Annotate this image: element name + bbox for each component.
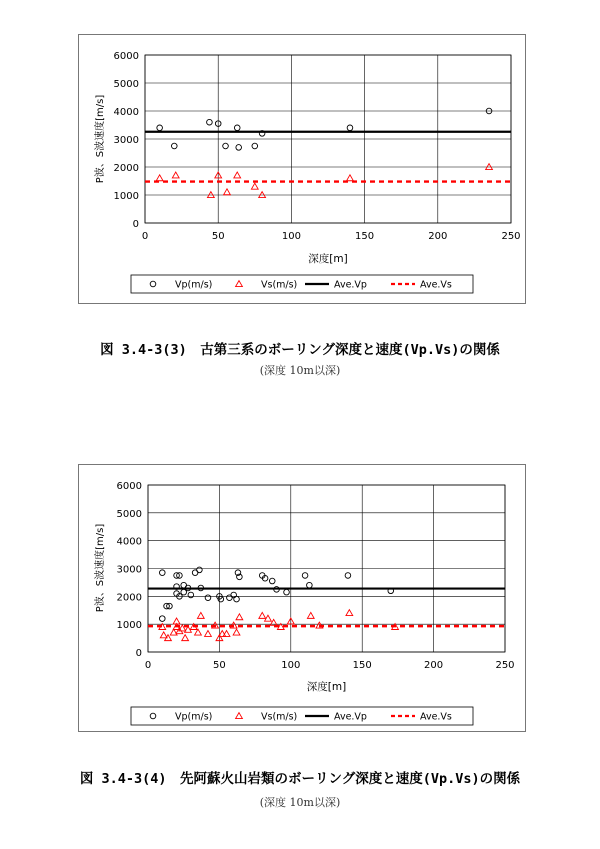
vp-point: [234, 596, 240, 602]
vs-point: [197, 612, 204, 618]
x-tick-label: 100: [281, 660, 301, 671]
y-tick-label: 0: [132, 219, 139, 230]
legend-label: Ave.Vp: [334, 711, 367, 723]
vs-point: [233, 629, 240, 635]
vp-point: [284, 589, 290, 595]
vs-point: [182, 635, 189, 641]
x-axis-label: 深度[m]: [308, 253, 348, 265]
legend-label: Vp(m/s): [175, 279, 213, 291]
vp-point: [157, 125, 163, 131]
figure-caption-1: 図 3.4-3(3) 古第三系のボーリング深度と速度(Vp.Vs)の関係: [100, 342, 500, 358]
legend-label: Ave.Vp: [334, 279, 367, 291]
legend: [131, 275, 473, 293]
y-tick-label: 6000: [113, 51, 139, 62]
vp-point: [197, 567, 203, 573]
vs-point: [205, 631, 212, 637]
x-tick-label: 0: [141, 231, 149, 242]
x-tick-label: 100: [281, 231, 301, 242]
y-tick-label: 6000: [116, 481, 142, 492]
vs-point: [172, 172, 179, 178]
vp-point: [171, 143, 177, 149]
legend-label: Vs(m/s): [261, 711, 298, 723]
vs-point: [207, 192, 214, 198]
x-axis-label: 深度[m]: [306, 681, 347, 693]
vs-point: [160, 632, 167, 638]
vp-point: [223, 143, 229, 149]
vs-point: [346, 610, 353, 616]
plot-area: [93, 51, 521, 265]
vp-point: [307, 582, 313, 588]
vs-point: [234, 172, 241, 178]
chart-2: [79, 465, 525, 731]
vp-point: [188, 592, 194, 598]
vs-point: [307, 612, 314, 618]
x-tick-label: 0: [144, 660, 152, 671]
y-tick-label: 5000: [116, 508, 142, 520]
chart-frame-1: [78, 34, 526, 304]
y-tick-label: 3000: [116, 564, 142, 576]
figure-caption-2: 図 3.4-3(4) 先阿蘇火山岩類のボーリング深度と速度(Vp.Vs)の関係: [79, 771, 521, 787]
vs-point: [259, 612, 266, 618]
y-tick-label: 2000: [113, 163, 139, 174]
vp-point: [234, 125, 240, 131]
vs-point: [251, 183, 258, 189]
y-tick-label: 0: [135, 648, 142, 659]
x-tick-label: 50: [213, 660, 226, 671]
vs-point: [170, 629, 177, 635]
vs-point: [195, 629, 202, 635]
vp-point: [347, 125, 353, 131]
legend-label: Vs(m/s): [261, 279, 298, 291]
vp-point: [207, 119, 213, 125]
legend-label: Ave.Vs: [420, 711, 452, 723]
legend-label: Ave.Vs: [420, 279, 452, 291]
vp-point: [345, 573, 351, 579]
vp-point: [159, 570, 165, 576]
y-tick-label: 2000: [116, 592, 142, 604]
y-tick-label: 4000: [113, 107, 139, 118]
y-tick-label: 5000: [113, 79, 139, 90]
y-tick-label: 4000: [116, 536, 142, 548]
legend: [131, 707, 473, 725]
vs-point: [156, 175, 163, 181]
vp-point: [269, 578, 275, 584]
x-tick-label: 50: [211, 231, 225, 242]
plot-area: [93, 481, 515, 693]
vp-point: [252, 143, 258, 149]
vs-point: [224, 189, 231, 195]
chart-1: [79, 35, 525, 303]
y-tick-label: 1000: [116, 620, 142, 632]
x-tick-label: 150: [355, 231, 375, 242]
x-tick-label: 200: [428, 231, 448, 242]
vs-point: [486, 164, 493, 170]
vs-point: [259, 192, 266, 198]
x-tick-label: 150: [352, 660, 372, 671]
chart-frame-2: [78, 464, 526, 732]
vs-point: [236, 614, 243, 620]
y-tick-label: 1000: [113, 191, 139, 202]
y-axis-label: P波、S波速度[m/s]: [95, 523, 106, 613]
vp-point: [236, 145, 242, 151]
y-axis-label: P波、S波速度[m/s]: [95, 94, 106, 184]
legend-label: Vp(m/s): [175, 711, 213, 723]
figure-subcaption-2: (深度 10m以深): [259, 796, 341, 809]
vp-point: [302, 573, 308, 579]
x-tick-label: 200: [424, 660, 444, 671]
vs-point: [347, 175, 354, 181]
figure-subcaption-1: (深度 10m以深): [259, 364, 341, 377]
vp-point: [159, 616, 165, 622]
x-tick-label: 250: [501, 231, 521, 242]
vp-point: [205, 595, 211, 601]
x-tick-label: 250: [495, 660, 515, 671]
y-tick-label: 3000: [113, 135, 139, 146]
